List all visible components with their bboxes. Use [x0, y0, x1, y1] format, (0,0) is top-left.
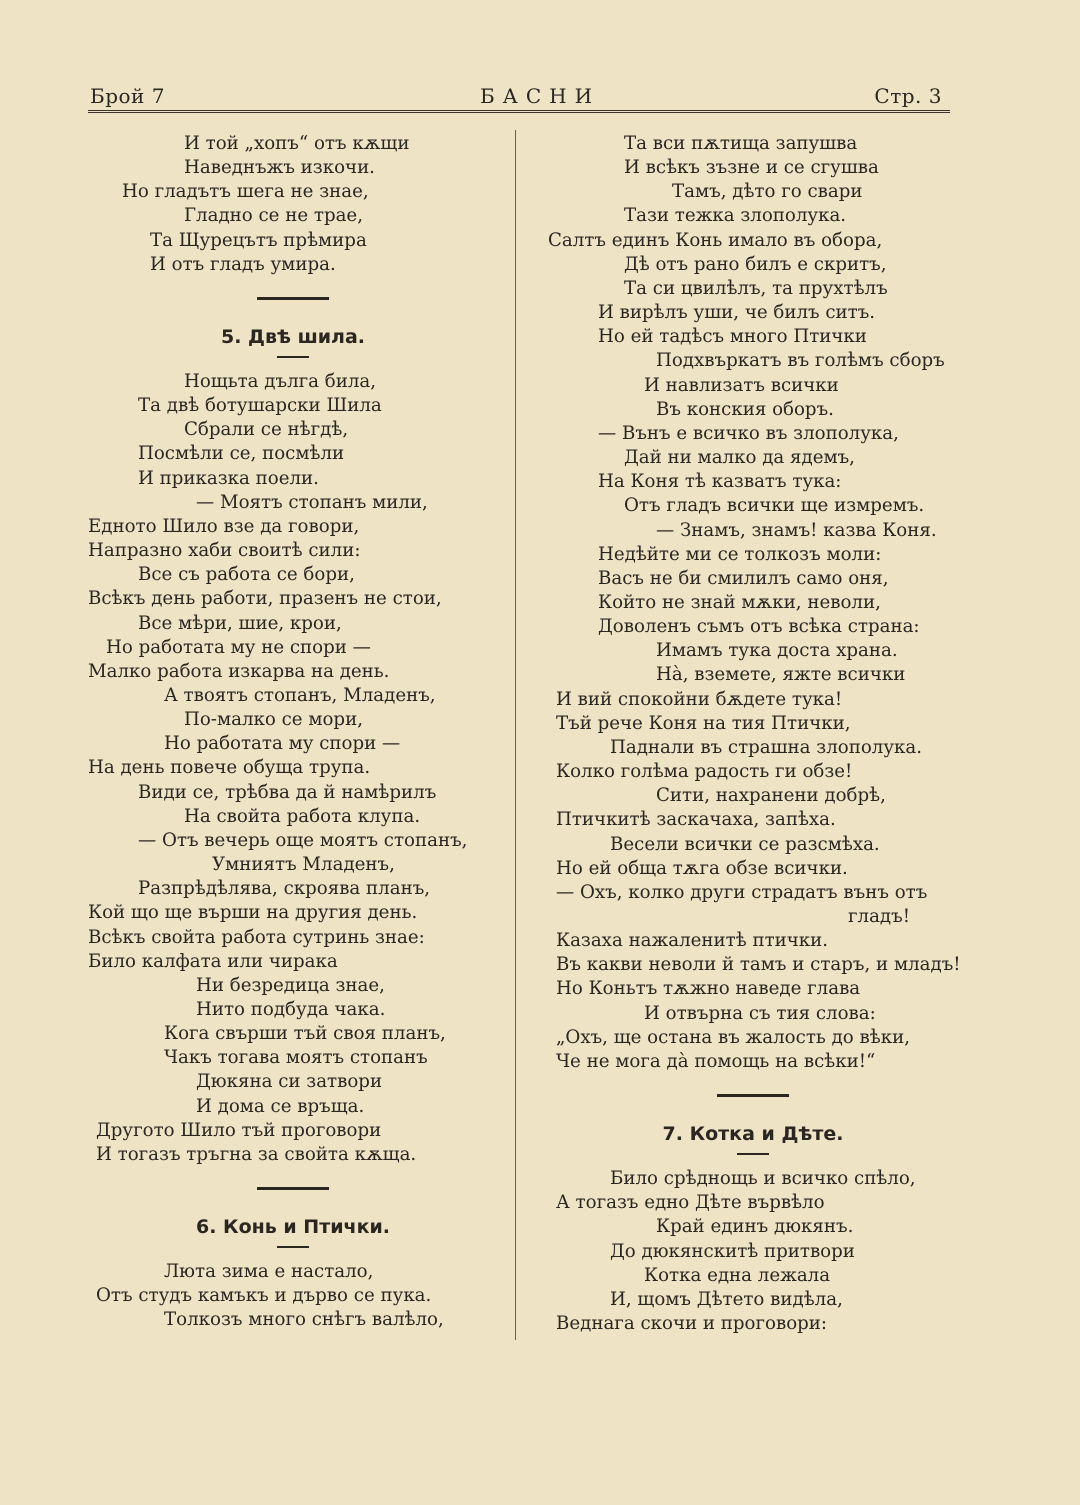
- verse-line: Веднага скочи и проговори:: [556, 1313, 828, 1335]
- verse-line: Нито подбуда чака.: [196, 999, 386, 1020]
- verse-line: гладъ!: [848, 906, 911, 927]
- verse-line: Толкозъ много снѣгъ валѣло,: [164, 1309, 444, 1331]
- verse-line: Край единъ дюкянъ.: [656, 1216, 854, 1238]
- verse-line: Всѣкъ свойта работа сутринь знае:: [88, 926, 425, 948]
- verse-line: На Коня тѣ казватъ тука:: [598, 471, 842, 493]
- fable-5-title: 5. Двѣ шила.: [220, 325, 366, 348]
- section-separator: [257, 297, 329, 300]
- verse-line: Сити, нахранени добрѣ,: [656, 785, 886, 807]
- fable-6-title: 6. Конь и Птички.: [195, 1216, 391, 1239]
- title-dash: [737, 1153, 769, 1155]
- verse-line: Дай ни малко да ядемъ,: [624, 447, 855, 469]
- verse-line: Но Коньтъ тѫжно наведе глава: [556, 978, 861, 1000]
- verse-line: Имамъ тука доста храна.: [656, 640, 898, 662]
- verse-line: На̀, вземете, яжте всички: [656, 664, 906, 686]
- verse-line: Подхвъркатъ въ голѣмъ сборъ: [656, 350, 945, 372]
- verse-line: И той „хопъ“ отъ кѫщи: [184, 133, 410, 154]
- verse-line: Люта зима е настало,: [164, 1261, 374, 1283]
- verse-line: И отвърна съ тия слова:: [644, 1002, 876, 1024]
- verse-line: Разпрѣдѣлява, скроява планъ,: [138, 878, 431, 900]
- verse-line: Било срѣднощь и всичко спѣло,: [610, 1168, 916, 1190]
- verse-line: Салтъ единъ Конь имало въ обора,: [548, 229, 883, 251]
- verse-line: Но гладътъ шега не знае,: [122, 181, 369, 203]
- verse-line: И приказка поели.: [138, 467, 319, 489]
- verse-line: На свойта работа клупа.: [184, 805, 421, 827]
- verse-line: Кога свърши тъй своя планъ,: [164, 1023, 446, 1045]
- intro-stanza: [88, 132, 498, 277]
- verse-line: Недѣйте ми се толкозъ моли:: [598, 543, 882, 565]
- verse-line: Едното Шило взе да говори,: [88, 515, 360, 537]
- verse-line: И всѣкъ зъзне и се сгушва: [624, 157, 879, 179]
- verse-line: Сбрали се нѣгдѣ,: [184, 419, 349, 441]
- verse-line: Тази тежка злополука.: [624, 205, 847, 227]
- verse-line: Колко голѣма радость ги обзе!: [556, 761, 853, 783]
- verse-line: Нощьта дълга била,: [184, 370, 377, 392]
- verse-line: И вирѣлъ уши, че билъ ситъ.: [598, 302, 876, 324]
- verse-line: И тогазъ тръгна за свойта кѫща.: [96, 1143, 417, 1165]
- fable-6-text-cont: [548, 132, 961, 1074]
- verse-line: Отъ гладъ всички ще измремъ.: [624, 495, 925, 517]
- verse-line: — Отъ вечерь още моятъ стопанъ,: [138, 829, 468, 851]
- verse-line: — Знамъ, знамъ! казва Коня.: [656, 519, 937, 541]
- verse-line: Малко работа изкарва на день.: [88, 660, 390, 682]
- verse-line: Всѣкъ день работи, празенъ не стои,: [88, 588, 442, 610]
- column-divider: [515, 130, 516, 1340]
- verse-line: По-малко се мори,: [184, 709, 363, 731]
- verse-line: До дюкянскитѣ притвори: [610, 1240, 855, 1262]
- verse-line: Васъ не би смилилъ само оня,: [598, 567, 889, 589]
- verse-line: Посмѣли се, посмѣли: [138, 443, 345, 465]
- verse-line: Доволенъ съмъ отъ всѣка страна:: [598, 616, 920, 638]
- verse-line: Дюкяна си затвори: [196, 1071, 383, 1093]
- verse-line: Тъй рече Коня на тия Птички,: [556, 712, 851, 734]
- fable-5-text: [88, 370, 498, 1167]
- verse-line: Весели всички се разсмѣха.: [610, 833, 880, 855]
- section-separator: [257, 1187, 329, 1190]
- verse-line: Та вси пѫтища запушва: [624, 133, 858, 154]
- page-number: Стр. 3: [874, 84, 942, 108]
- verse-line: Казаха нажаленитѣ птички.: [556, 930, 829, 952]
- verse-line: Все съ работа се бори,: [138, 564, 355, 586]
- verse-line: Който не знай мѫки, неволи,: [598, 591, 881, 613]
- verse-line: И дома се връща.: [196, 1095, 365, 1117]
- verse-line: — Вънъ е всичко въ злополука,: [598, 422, 899, 444]
- section-separator: [717, 1094, 789, 1097]
- verse-line: Дѣ отъ рано билъ е скритъ,: [624, 253, 887, 275]
- verse-line: Гладно се не трае,: [184, 205, 363, 227]
- verse-line: Но ей обща тѫга обзе всички.: [556, 857, 848, 879]
- title-dash: [277, 1246, 309, 1248]
- verse-line: Та си цвилѣлъ, та прухтѣлъ: [624, 277, 888, 299]
- verse-line: Котка една лежала: [644, 1264, 831, 1286]
- verse-line: Било калфата или чирака: [88, 950, 338, 972]
- verse-line: Че не мога да̀ помощь на всѣки!“: [556, 1050, 876, 1072]
- right-column: [548, 132, 961, 1336]
- verse-line: Напразно хаби своитѣ сили:: [88, 540, 361, 562]
- verse-line: И отъ гладъ умира.: [150, 253, 336, 275]
- verse-line: Но ей тадѣсъ много Птички: [598, 326, 867, 348]
- verse-line: А твоятъ стопанъ, Младенъ,: [164, 684, 436, 706]
- verse-line: — Охъ, колко други страдатъ вънъ отъ: [556, 881, 928, 903]
- verse-line: И, щомъ Дѣтето видѣла,: [610, 1288, 843, 1310]
- verse-line: Умниятъ Младенъ,: [212, 854, 395, 876]
- verse-line: Ни безредица знае,: [196, 974, 385, 996]
- verse-line: Но работата му спори —: [164, 733, 401, 755]
- verse-line: Наведнъжъ изкочи.: [184, 157, 375, 179]
- verse-line: И навлизатъ всички: [644, 374, 839, 396]
- issue-number: Брой 7: [90, 84, 165, 108]
- verse-line: На день повече обуща трупа.: [88, 757, 371, 779]
- left-column: [88, 132, 498, 1333]
- verse-line: Отъ студъ камъкъ и дърво се пука.: [96, 1285, 432, 1307]
- verse-line: Другото Шило тъй проговори: [96, 1119, 382, 1141]
- fable-6-text-start: [88, 1260, 498, 1332]
- verse-line: Но работата му не спори —: [106, 636, 371, 658]
- verse-line: Въ конския оборъ.: [656, 398, 834, 420]
- verse-line: Та Щурецътъ прѣмира: [150, 229, 367, 251]
- verse-line: И вий спокойни бѫдете тука!: [556, 688, 843, 710]
- verse-line: „Охъ, ще остана въ жалость до вѣки,: [556, 1026, 910, 1048]
- verse-line: А тогазъ едно Дѣте вървѣло: [556, 1192, 825, 1214]
- fable-7-text: [548, 1167, 958, 1336]
- verse-line: Та двѣ ботушарски Шила: [138, 395, 382, 417]
- verse-line: Чакъ тогава моятъ стопанъ: [164, 1047, 428, 1069]
- header-rule: [88, 110, 950, 113]
- verse-line: Птичкитѣ заскачаха, запѣха.: [556, 809, 836, 831]
- verse-line: Все мѣри, шие, крои,: [138, 612, 342, 634]
- verse-line: Види се, трѣбва да й намѣрилъ: [138, 781, 437, 803]
- verse-line: Кой що ще върши на другия день.: [88, 902, 418, 924]
- verse-line: Тамъ, дѣто го свари: [672, 181, 863, 203]
- verse-line: Въ какви неволи й тамъ и старъ, и младъ!: [556, 954, 961, 976]
- title-dash: [277, 356, 309, 358]
- running-title: БАСНИ: [479, 84, 601, 108]
- fable-7-title: 7. Котка и Дѣте.: [662, 1123, 844, 1146]
- verse-line: Паднали въ страшна злополука.: [610, 736, 923, 758]
- verse-line: — Моятъ стопанъ мили,: [196, 491, 428, 513]
